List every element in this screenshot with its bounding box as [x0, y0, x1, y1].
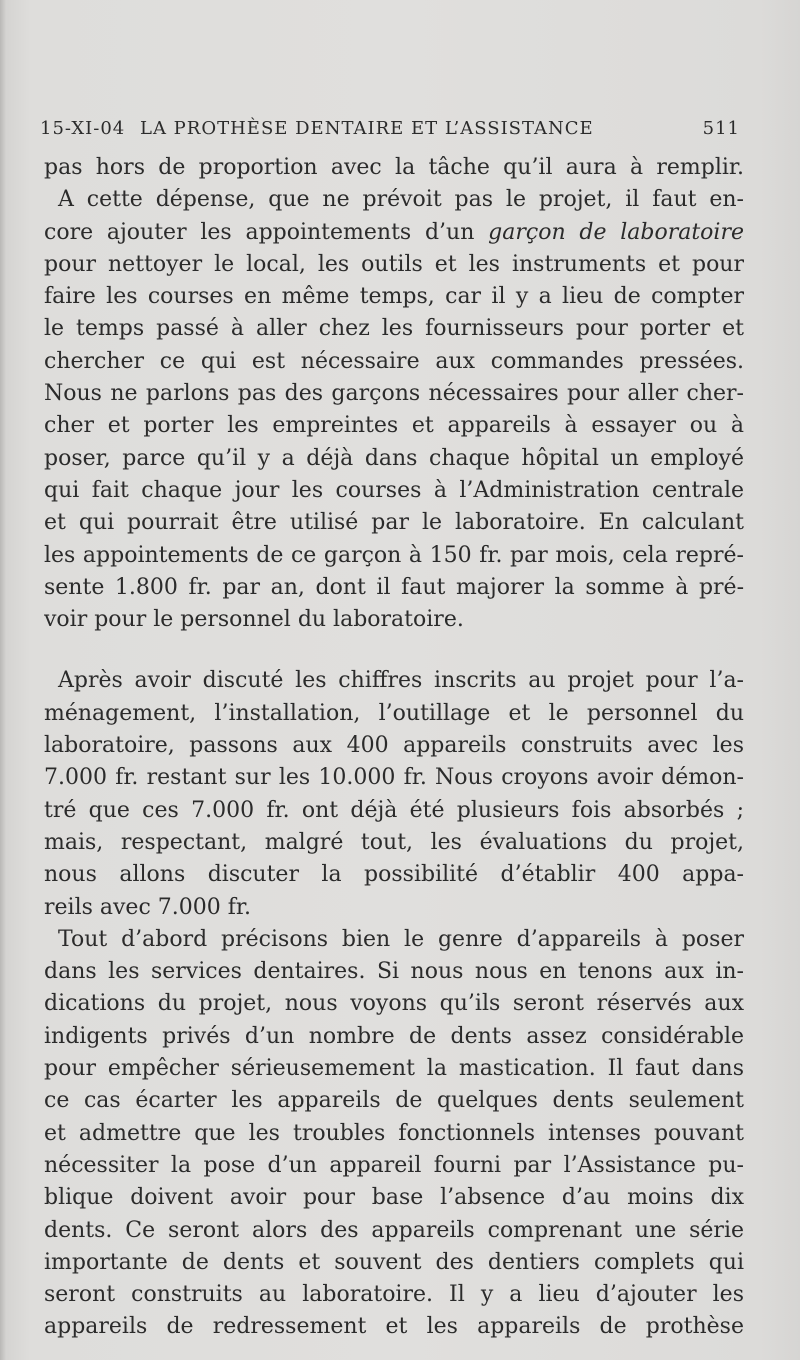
text-line: 7.000 fr. restant sur les 10.000 fr. Nous croyons avoir démon-: [44, 765, 744, 791]
text-line: blique doivent avoir pour base l’absence d’au moins dix: [44, 1185, 744, 1211]
text-line: laboratoire, passons aux 400 appareils construits avec les: [44, 733, 744, 759]
body-text: [44, 152, 744, 1344]
text-line: mais, respectant, malgré tout, les évaluations du projet,: [44, 829, 744, 855]
text-line: sente 1.800 fr. par an, dont il faut majorer la somme à pré-: [44, 574, 744, 600]
text-line: ménagement, l’installation, l’outillage et le personnel du: [44, 700, 744, 726]
text-line: pour empêcher sérieusemement la mastication. Il faut dans: [44, 1056, 744, 1082]
italic-phrase: garçon de laboratoire: [488, 219, 744, 245]
text-line: Tout d’abord précisons bien le genre d’appareils à poser: [58, 926, 744, 952]
text-line: dents. Ce seront alors des appareils comprenant une série: [44, 1217, 744, 1243]
text-line: appareils de redressement et les appareils de prothèse: [44, 1314, 744, 1340]
text-line: nécessiter la pose d’un appareil fourni par l’Assistance pu-: [44, 1152, 744, 1178]
page-number: 511: [702, 118, 740, 139]
text-line: reils avec 7.000 fr.: [44, 894, 251, 920]
text-line: pour nettoyer le local, les outils et les instruments et pour: [44, 251, 744, 277]
text-line: le temps passé à aller chez les fournisseurs pour porter et: [44, 316, 744, 342]
text-line: Après avoir discuté les chiffres inscrits au projet pour l’a-: [58, 668, 744, 694]
text-line: dans les services dentaires. Si nous nous en tenons aux in-: [44, 959, 744, 985]
page-binding-edge: [0, 0, 6, 1360]
text-line: seront construits au laboratoire. Il y a lieu d’ajouter les: [44, 1282, 744, 1308]
text-line: dications du projet, nous voyons qu’ils seront réservés aux: [44, 991, 744, 1017]
text-line: Nous ne parlons pas des garçons nécessaires pour aller cher-: [44, 381, 744, 407]
text-segment: core ajouter les appointements d’un: [44, 219, 475, 245]
text-line: poser, parce qu’il y a déjà dans chaque hôpital un employé: [44, 445, 744, 471]
text-line-with-italic: [44, 217, 744, 249]
text-line: importante de dents et souvent des dentiers complets qui: [44, 1249, 744, 1275]
text-line: et qui pourrait être utilisé par le laboratoire. En calculant: [44, 510, 744, 536]
text-line: cher et porter les empreintes et appareils à essayer ou à: [44, 413, 744, 439]
running-header: [40, 116, 740, 148]
text-line: voir pour le personnel du laboratoire.: [44, 607, 464, 633]
text-line: pas hors de proportion avec la tâche qu’il aura à remplir.: [44, 155, 744, 180]
text-line: A cette dépense, que ne prévoit pas le projet, il faut en-: [58, 187, 744, 213]
paragraph-gap: [44, 636, 744, 665]
text-line: les appointements de ce garçon à 150 fr. par mois, cela repré-: [44, 542, 744, 568]
text-line: nous allons discuter la possibilité d’établir 400 appa-: [44, 862, 744, 888]
text-line: chercher ce qui est nécessaire aux commandes pressées.: [44, 348, 744, 374]
text-line: qui fait chaque jour les courses à l’Administration centrale: [44, 477, 744, 503]
text-line: ce cas écarter les appareils de quelques dents seulement: [44, 1088, 744, 1114]
header-date: 15-XI-04: [40, 118, 126, 139]
running-title: LA PROTHÈSE DENTAIRE ET L’ASSISTANCE: [140, 118, 594, 139]
text-line: tré que ces 7.000 fr. ont déjà été plusieurs fois absorbés ;: [44, 797, 744, 823]
text-line: indigents privés d’un nombre de dents assez considérable: [44, 1023, 744, 1049]
text-line: faire les courses en même temps, car il y a lieu de compter: [44, 284, 744, 310]
text-line: et admettre que les troubles fonctionnels intenses pouvant: [44, 1120, 744, 1146]
